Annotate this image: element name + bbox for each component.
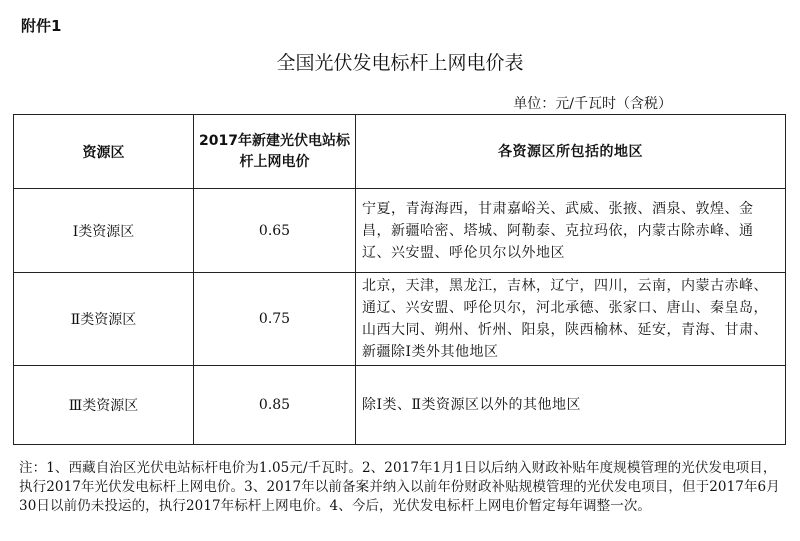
header-price: 2017年新建光伏电站标杆上网电价: [194, 115, 356, 189]
areas-cell: 宁夏，青海海西，甘肃嘉峪关、武威、张掖、酒泉、敦煌、金昌，新疆哈密、塔城、阿勒泰、克拉玛依，内蒙古除赤峰、通辽、兴安盟、呼伦贝尔以外地区: [356, 189, 786, 273]
zone-cell: Ⅲ类资源区: [14, 366, 194, 445]
table-row: [14, 189, 786, 273]
areas-cell: 北京，天津，黑龙江，吉林，辽宁，四川，云南，内蒙古赤峰、通辽、兴安盟、呼伦贝尔，河北承德、张家口、唐山、秦皇岛，山西大同、朔州、忻州、阳泉，陕西榆林、延安，青海、甘肃、新疆除Ⅰ类外其他地区: [356, 273, 786, 366]
zone-cell: Ⅰ类资源区: [14, 189, 194, 273]
table-header-row: [14, 115, 786, 189]
price-table: [13, 114, 786, 445]
zone-cell: Ⅱ类资源区: [14, 273, 194, 366]
document-title: 全国光伏发电标杆上网电价表: [276, 52, 524, 74]
price-cell: 0.65: [194, 189, 356, 273]
footnote: 注：1、西藏自治区光伏电站标杆电价为1.05元/千瓦时。2、2017年1月1日以后纳入财政补贴年度规模管理的光伏发电项目，执行2017年光伏发电标杆上网电价。3、2017年以前备案并纳入以前年份财政补贴规模管理的光伏发电项目，但于2017年6月30日以前仍未投运的，执行2017年标杆上网电价。4、今后，光伏发电标杆上网电价暂定每年调整一次。: [19, 460, 780, 514]
attachment-label: 附件1: [21, 17, 62, 35]
price-cell: 0.75: [194, 273, 356, 366]
price-cell: 0.85: [194, 366, 356, 445]
table-row: [14, 366, 786, 445]
header-areas: 各资源区所包括的地区: [356, 115, 786, 189]
areas-cell: 除Ⅰ类、Ⅱ类资源区以外的其他地区: [356, 366, 786, 445]
header-zone: 资源区: [14, 115, 194, 189]
table-row: [14, 273, 786, 366]
unit-label: 单位：元/千瓦时（含税）: [513, 96, 672, 112]
